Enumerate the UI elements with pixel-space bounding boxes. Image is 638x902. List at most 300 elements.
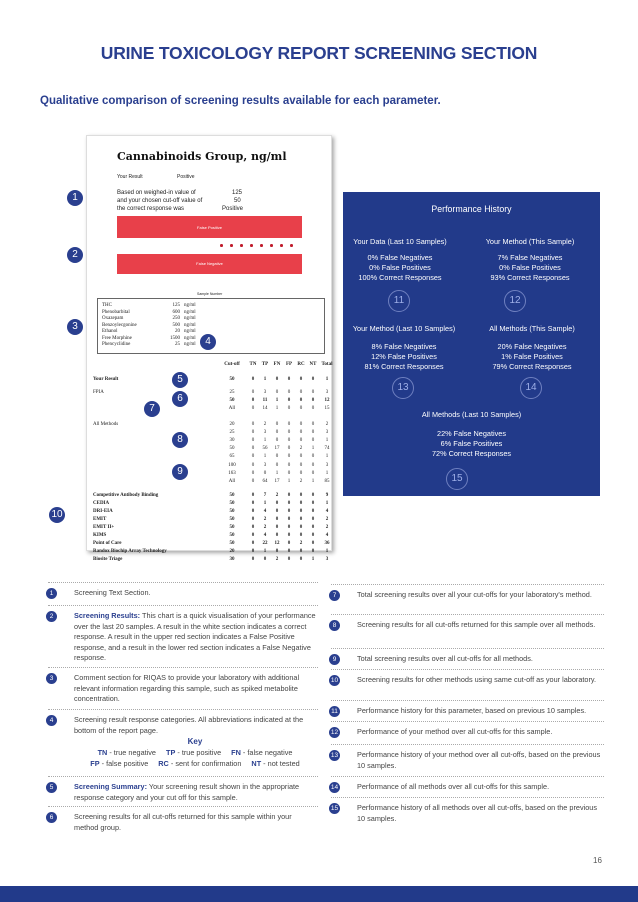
legend-text	[357, 675, 602, 686]
legend-text	[74, 673, 316, 705]
cell: 3	[325, 557, 329, 563]
divider	[331, 776, 604, 777]
divider	[48, 667, 318, 668]
result-dot	[260, 244, 263, 247]
cell: 1	[325, 377, 329, 382]
perf-line: 1% False Positives	[501, 352, 563, 361]
callout-8: 8	[172, 432, 188, 448]
header-cell: NT	[309, 362, 317, 367]
key-line-2	[70, 759, 320, 768]
legend-text	[74, 588, 316, 599]
legend-text	[357, 620, 602, 631]
cell: 64	[262, 478, 268, 484]
cell: 0	[311, 462, 315, 468]
cell: 0	[311, 533, 315, 539]
cell: 2	[325, 517, 329, 523]
cell: 1	[263, 377, 267, 382]
legend-text	[357, 590, 602, 601]
legend-number: 12	[330, 729, 339, 736]
callout-9: 9	[172, 464, 188, 480]
comment-unit: ng/ml	[184, 309, 196, 315]
cell: 0	[251, 478, 255, 484]
cell: 0	[263, 470, 267, 476]
key-title: Key	[187, 737, 203, 746]
legend-number: 6	[46, 812, 57, 823]
divider	[331, 721, 604, 722]
cell: 0	[299, 517, 303, 523]
cell: All	[228, 406, 236, 412]
result-dot	[280, 244, 283, 247]
cell: 3	[263, 462, 267, 468]
header-cell: FN	[273, 362, 281, 367]
cell: 0	[275, 454, 279, 460]
key-item	[90, 759, 148, 768]
cell: 0	[287, 509, 291, 515]
divider	[331, 584, 604, 585]
cell: 3	[325, 429, 329, 435]
cell: 25	[229, 429, 235, 435]
table-row	[91, 516, 329, 524]
cell: 0	[299, 398, 303, 404]
your-result-value: Positive	[177, 174, 195, 180]
perf-line: 81% Correct Responses	[364, 362, 444, 371]
cell: 0	[287, 429, 291, 435]
cell: 12	[274, 541, 280, 547]
cell: 56	[262, 446, 268, 452]
cell: 0	[311, 429, 315, 435]
table-row	[91, 437, 329, 445]
cell: 0	[287, 462, 291, 468]
cell: 50	[229, 501, 235, 507]
legend-body: This chart is a quick visualisation of your performance over the last 20 samples. A result in the white section indicates a correct response. A result in the upper red section indicates a False Positive response, and a result in the lower red section indicates a False Negative response.	[74, 611, 316, 662]
key-item	[98, 748, 156, 757]
perf-heading-12: Your Method (This Sample)	[485, 237, 575, 246]
comment-unit: ng/ml	[184, 322, 196, 328]
result-dot	[270, 244, 273, 247]
cell: 30	[229, 437, 235, 443]
cell: 0	[299, 557, 303, 563]
cell: 0	[311, 421, 315, 427]
legend-number: 2	[46, 611, 57, 622]
perf-line: 72% Correct Responses	[431, 449, 512, 458]
cell: 100	[228, 462, 236, 468]
cell: 0	[311, 493, 315, 499]
cell: 0	[299, 533, 303, 539]
cell: 0	[299, 501, 303, 507]
cell: 4	[325, 533, 329, 539]
table-row	[91, 445, 329, 453]
perf-line: 6% False Positives	[440, 439, 503, 448]
legend-body: Performance of your method over all cut-offs for this sample.	[357, 727, 553, 736]
cell: 0	[251, 509, 255, 515]
cell: 85	[324, 478, 330, 484]
cell: 1	[287, 478, 291, 484]
table-row	[91, 421, 329, 429]
cell: 7	[263, 493, 267, 499]
cell: 0	[251, 493, 255, 499]
legend-text	[357, 654, 602, 665]
result-dot	[230, 244, 233, 247]
cell: 0	[287, 398, 291, 404]
cell: 0	[275, 429, 279, 435]
table-row	[91, 470, 329, 478]
cell: 9	[325, 493, 329, 499]
cell: 4	[325, 509, 329, 515]
cell: 0	[311, 398, 315, 404]
cell: 0	[311, 437, 315, 443]
results-table	[91, 361, 333, 564]
table-row	[91, 453, 329, 461]
cell: 2	[263, 525, 267, 531]
comment-value: 600	[172, 309, 180, 315]
cell: 0	[287, 437, 291, 443]
comment-value: 20	[175, 329, 180, 334]
table-row	[91, 500, 329, 508]
cell: All	[228, 478, 236, 484]
cell: 0	[311, 525, 315, 531]
table-row	[91, 548, 329, 556]
cell: 0	[311, 541, 315, 547]
cell: 0	[311, 377, 315, 382]
key-desc: - not tested	[261, 759, 300, 768]
screening-results-chart	[117, 216, 302, 274]
weighed-value-1: 125	[232, 190, 243, 196]
key-line-1	[70, 748, 320, 757]
cell: 0	[275, 421, 279, 427]
cell: 1	[325, 501, 329, 507]
spacer	[91, 369, 329, 376]
cell: 1	[325, 549, 329, 555]
cell: 0	[275, 525, 279, 531]
legend-body: Total screening results over all cut-offs for all methods.	[357, 654, 533, 663]
cell: 1	[263, 454, 267, 460]
key-item	[166, 748, 221, 757]
comment-name: THC	[102, 303, 112, 308]
row-label: Point of Care	[93, 541, 122, 547]
header-cell: TN	[249, 362, 257, 367]
cell: 2	[263, 517, 267, 523]
legend-text	[357, 803, 602, 824]
weighed-line-3: the correct response was	[117, 206, 185, 212]
report-title: Cannabinoids Group, ng/ml	[117, 150, 287, 163]
cell: 0	[287, 421, 291, 427]
weighed-line-1: Based on weighed-in value of	[117, 190, 196, 196]
callout-1: 1	[67, 190, 83, 206]
divider	[48, 776, 318, 777]
cell: 20	[229, 421, 235, 427]
cell: 1	[311, 446, 315, 452]
legend-number: 3	[46, 673, 57, 684]
divider	[48, 806, 318, 807]
key-desc: - true positive	[175, 748, 222, 757]
comment-unit: ng/ml	[184, 335, 196, 341]
legend-text	[357, 782, 602, 793]
perf-line: 22% False Negatives	[437, 429, 506, 438]
perf-line: 0% False Negatives	[367, 253, 433, 262]
divider	[331, 648, 604, 649]
key-abbr: TP	[166, 748, 176, 757]
cell: 0	[299, 429, 303, 435]
comment-name: Free Morphine	[102, 335, 132, 341]
false-positive-label: False Positive	[197, 225, 222, 230]
cell: 0	[251, 462, 255, 468]
cell: 0	[251, 541, 255, 547]
comment-name: Phencyclidine	[102, 342, 131, 347]
perf-heading-11: Your Data (Last 10 Samples)	[353, 237, 447, 246]
cell: 0	[299, 406, 303, 412]
header-cell: RC	[297, 362, 305, 367]
cell: 25	[229, 390, 235, 395]
cell: 3	[325, 462, 329, 468]
legend-number: 11	[329, 706, 340, 717]
table-row	[91, 397, 329, 405]
cell: 0	[251, 533, 255, 539]
perf-line: 100% Correct Responses	[358, 273, 442, 282]
key-abbr: NT	[251, 759, 262, 768]
cell: 1	[263, 437, 267, 443]
legend-body: Screening result response categories. All abbreviations indicated at the bottom of the report page.	[74, 715, 304, 735]
legend-text	[74, 812, 316, 833]
comment-value: 500	[172, 322, 180, 328]
row-label: Randox Biochip Array Technology	[93, 549, 167, 555]
perf-line: 8% False Negatives	[371, 342, 437, 351]
key-abbr: FP	[90, 759, 100, 768]
legend-text	[357, 727, 602, 738]
cell: 0	[275, 437, 279, 443]
cell: 0	[275, 462, 279, 468]
page-title: URINE TOXICOLOGY REPORT SCREENING SECTION	[100, 43, 538, 63]
page-number: 16	[593, 856, 602, 865]
cell: 0	[299, 454, 303, 460]
cell: 0	[299, 390, 303, 395]
row-label: Competitive Antibody Binding	[93, 493, 159, 499]
row-label: EMIT	[93, 517, 107, 523]
cell: 0	[287, 377, 291, 382]
cell: 0	[251, 501, 255, 507]
comment-value: 125	[172, 303, 180, 308]
cell: 3	[325, 390, 329, 395]
cell: 0	[311, 454, 315, 460]
cell: 1	[311, 557, 315, 563]
cell: 0	[299, 377, 303, 382]
row-label: EMIT II+	[93, 525, 115, 531]
row-label: All Methods	[93, 421, 119, 427]
legend-body: Screening results for other methods using same cut-off as your laboratory.	[357, 675, 597, 684]
legend-number: 13	[330, 752, 339, 759]
perf-num-14: 14	[520, 377, 542, 399]
perf-num-12: 12	[504, 290, 526, 312]
key-desc: - false negative	[240, 748, 293, 757]
divider	[331, 614, 604, 615]
result-dot	[250, 244, 253, 247]
cell: 0	[287, 517, 291, 523]
cell: 0	[275, 390, 279, 395]
correct-band	[117, 238, 302, 254]
cell: 0	[311, 509, 315, 515]
callout-3: 3	[67, 319, 83, 335]
cell: 0	[311, 470, 315, 476]
cell: 2	[299, 478, 303, 484]
cell: 0	[251, 398, 255, 404]
key-abbr: TN	[97, 748, 108, 757]
perf-line: 93% Correct Responses	[490, 273, 570, 282]
legend-body: Performance of all methods over all cut-offs for this sample.	[357, 782, 550, 791]
cell: 0	[251, 525, 255, 531]
performance-title: Performance History	[431, 204, 512, 214]
cell: 1	[325, 454, 329, 460]
cell: 0	[299, 421, 303, 427]
cell: 0	[311, 517, 315, 523]
spacer	[91, 414, 329, 421]
divider	[331, 669, 604, 670]
row-label: KIMS	[93, 533, 107, 539]
comment-unit: ng/ml	[184, 342, 196, 347]
cell: 1	[325, 437, 329, 443]
divider	[331, 744, 604, 745]
table-row	[91, 462, 329, 470]
cell: 0	[275, 533, 279, 539]
key-item	[231, 748, 292, 757]
cell: 0	[287, 541, 291, 547]
callout-10: 10	[49, 507, 65, 523]
cell: 11	[262, 398, 268, 404]
cell: 0	[251, 421, 255, 427]
your-result-label: Your Result	[117, 174, 143, 180]
perf-num-11: 11	[388, 290, 410, 312]
performance-history-panel	[343, 192, 600, 496]
weighed-line-2: and your chosen cut-off value of	[117, 198, 203, 204]
cell: 2	[325, 525, 329, 531]
row-label: DRI-EIA	[93, 509, 113, 515]
header-cell: Total	[321, 362, 333, 367]
cell: 74	[324, 446, 330, 452]
table-row	[91, 492, 329, 500]
cell: 1	[263, 549, 267, 555]
cell: 50	[229, 377, 235, 382]
cell: 3	[263, 390, 267, 395]
cell: 0	[251, 406, 255, 412]
key-abbr: RC	[158, 759, 169, 768]
comment-name: Phenobarbital	[102, 309, 130, 315]
cell: 0	[299, 549, 303, 555]
row-label: Your Result	[93, 377, 119, 382]
legend-number: 7	[329, 590, 340, 601]
perf-num-15: 15	[446, 468, 468, 490]
weighed-value-3: Positive	[222, 206, 244, 212]
cell: 50	[229, 533, 235, 539]
cell: 0	[299, 462, 303, 468]
cell: 0	[299, 493, 303, 499]
cell: 50	[229, 398, 235, 404]
cell: 0	[287, 525, 291, 531]
cell: 0	[311, 549, 315, 555]
table-row	[91, 556, 329, 564]
legend-body: Performance history of your method over all cut-offs, based on the previous 10 samples.	[357, 750, 601, 770]
cell: 4	[263, 509, 267, 515]
cell: 50	[229, 446, 235, 452]
cell: 0	[311, 390, 315, 395]
divider	[48, 582, 318, 583]
cell: 0	[287, 390, 291, 395]
table-row	[91, 389, 329, 397]
cell: 0	[275, 377, 279, 382]
table-row	[91, 508, 329, 516]
row-label: Biosite Triage	[93, 557, 123, 563]
legend-text	[357, 750, 602, 771]
divider	[48, 605, 318, 606]
legend-body: Screening Text Section.	[74, 588, 151, 597]
legend-number: 10	[330, 677, 339, 684]
callout-6: 6	[172, 391, 188, 407]
legend-body: Screening results for all cut-offs returned for this sample over all methods.	[357, 620, 596, 629]
cell: 50	[229, 493, 235, 499]
legend-text	[74, 782, 316, 803]
callout-2: 2	[67, 247, 83, 263]
cell: 0	[251, 557, 255, 563]
header-cell: TP	[261, 362, 269, 367]
cell: 20	[229, 549, 235, 555]
header-cell: Cut-off	[224, 362, 240, 367]
legend-body: Total screening results over all your cut-offs for your laboratory's method.	[357, 590, 592, 599]
cell: 1	[275, 406, 279, 412]
result-dot	[220, 244, 223, 247]
cell: 2	[299, 541, 303, 547]
table-row	[91, 478, 329, 486]
cell: 0	[287, 549, 291, 555]
comment-value: 25	[175, 342, 180, 347]
cell: 0	[251, 470, 255, 476]
cell: 0	[287, 557, 291, 563]
cell: 0	[287, 470, 291, 476]
footer-bar	[0, 886, 638, 902]
legend-number: 5	[46, 782, 57, 793]
cell: 4	[263, 533, 267, 539]
divider	[331, 700, 604, 701]
perf-heading-14: All Methods (This Sample)	[489, 324, 575, 333]
comment-name: Ethanol	[102, 329, 118, 334]
cell: 0	[275, 549, 279, 555]
result-dot	[290, 244, 293, 247]
legend-text	[357, 706, 602, 717]
cell: 0	[251, 517, 255, 523]
row-label: FPIA	[93, 390, 104, 395]
cell: 0	[251, 377, 255, 382]
cell: 0	[311, 406, 315, 412]
result-dot	[240, 244, 243, 247]
cell: 50	[229, 525, 235, 531]
key-desc: - sent for confirmation	[168, 759, 242, 768]
cell: 3	[263, 429, 267, 435]
cell: 17	[274, 478, 280, 484]
legend-body: Performance history of all methods over all cut-offs, based on the previous 10 samples.	[357, 803, 597, 823]
key-section	[70, 737, 320, 768]
cell: 1	[275, 470, 279, 476]
weighed-value-2: 50	[234, 198, 241, 204]
table-row	[91, 376, 329, 384]
legend-number: 14	[330, 784, 339, 791]
cell: 0	[251, 390, 255, 395]
cell: 0	[275, 517, 279, 523]
cell: 0	[263, 557, 267, 563]
callout-4: 4	[200, 334, 216, 350]
cell: 30	[229, 557, 235, 563]
comment-unit: ng/ml	[184, 329, 196, 334]
cell: 1	[311, 478, 315, 484]
cell: 22	[262, 541, 268, 547]
cell: 0	[287, 533, 291, 539]
cell: 50	[229, 541, 235, 547]
cell: 163	[228, 470, 236, 476]
